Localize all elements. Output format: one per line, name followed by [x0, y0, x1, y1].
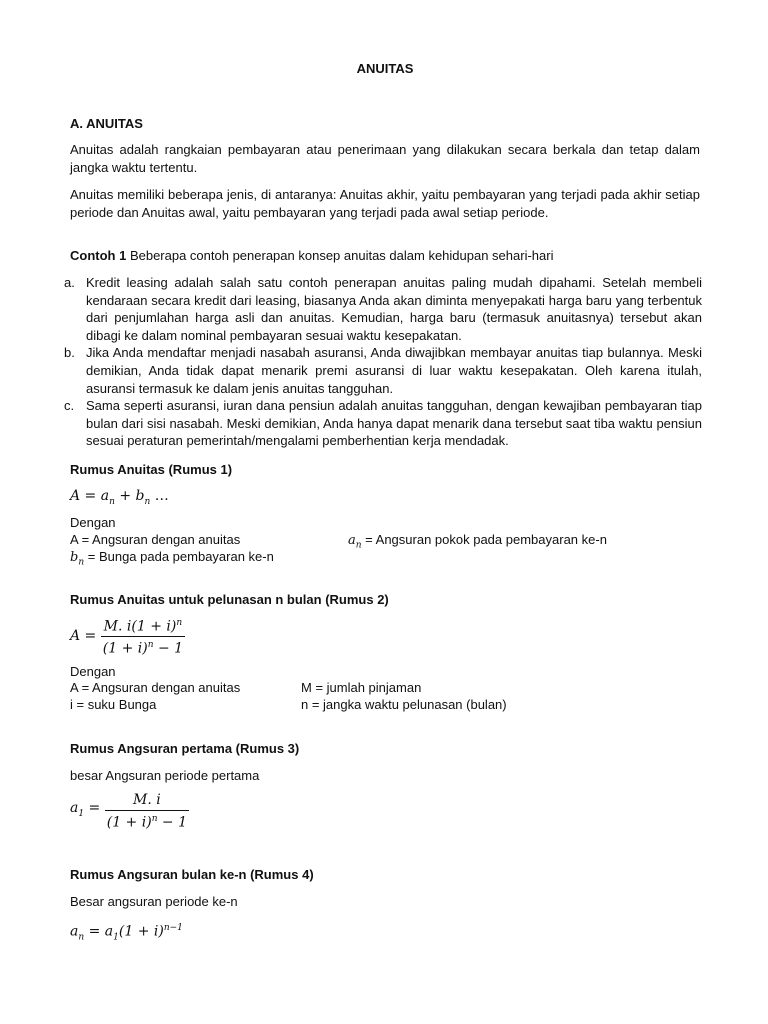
- rumus2-heading: Rumus Anuitas untuk pelunasan n bulan (Rumus 2): [70, 592, 389, 607]
- example-list: [64, 274, 702, 450]
- list-item-text: Kredit leasing adalah salah satu contoh penerapan anuitas paling mudah dipahami. Setelah membeli kendaraan secara kredit dari leasing, biasanya Anda akan diminta menyepakati harga baru yang terbentuk dari penjumlahan harga asli dan anuitas. Kemudian, harga baru (termasuk anuitasnya) tersebut akan dibagi ke dalam nominal pembayaran sesuai waktu kesepakatan.: [86, 275, 702, 343]
- document-title: ANUITAS: [356, 61, 414, 76]
- list-item: [64, 397, 702, 450]
- example-label: Contoh 1: [70, 248, 127, 263]
- rumus2-def-n: n = jangka waktu pelunasan (bulan): [301, 697, 507, 712]
- rumus4-formula: $a_n = a_1(1 + i)^{n-1}$: [70, 923, 183, 943]
- rumus1-def-an: $a_n$ = Angsuran pokok pada pembayaran ke-n: [348, 532, 607, 551]
- rumus2-formula: A = $\frac{M. i(1 + i)^n}{(1 + i)^n - 1}$: [70, 618, 184, 657]
- list-marker: b.: [64, 345, 75, 361]
- rumus1-def-A: A = Angsuran dengan anuitas: [70, 532, 241, 547]
- rumus2-def-M: M = jumlah pinjaman: [301, 680, 422, 695]
- rumus2-def-A: A = Angsuran dengan anuitas: [70, 680, 241, 695]
- list-marker: a.: [64, 275, 75, 290]
- list-item: [64, 344, 702, 397]
- list-item: [64, 274, 702, 344]
- rumus3-formula: $a_1$ = $\frac{M. i}{(1 + i)^n - 1}$: [70, 792, 188, 831]
- rumus1-formula: $A = a_n + b_n$ …: [70, 488, 169, 507]
- list-item-text: Sama seperti asuransi, iuran dana pensiun adalah anuitas tangguhan, dengan kewajiban pembayaran tiap bulan dari sisi nasabah. Meski demikian, Anda hanya dapat menarik dana tersebut saat tiba waktu pensiun sesuai peraturan pemerintah/mengalami pemberhentian kerja mendadak.: [86, 398, 702, 449]
- rumus1-formula-tail: …: [150, 488, 169, 504]
- intro-paragraph-2: Anuitas memiliki beberapa jenis, di antaranya: Anuitas akhir, yaitu pembayaran yang terjadi pada akhir setiap periode dan Anuitas awal, yaitu pembayaran yang terjadi pada awal setiap periode.: [70, 187, 700, 220]
- example-text: Beberapa contoh penerapan konsep anuitas dalam kehidupan sehari-hari: [126, 248, 554, 263]
- rumus1-dengan: Dengan: [70, 515, 116, 530]
- rumus2-dengan: Dengan: [70, 664, 116, 679]
- rumus1-def-bn: $b_n$ = Bunga pada pembayaran ke-n: [70, 549, 274, 568]
- list-marker: c.: [64, 398, 75, 414]
- rumus4-heading: Rumus Angsuran bulan ke-n (Rumus 4): [70, 867, 314, 882]
- rumus2-def-i: i = suku Bunga: [70, 697, 157, 712]
- rumus1-heading: Rumus Anuitas (Rumus 1): [70, 462, 233, 477]
- intro-paragraph-1: Anuitas adalah rangkaian pembayaran atau penerimaan yang dilakukan secara berkala dan tetap dalam jangka waktu tertentu.: [70, 142, 700, 175]
- rumus3-heading: Rumus Angsuran pertama (Rumus 3): [70, 741, 300, 756]
- rumus3-desc: besar Angsuran periode pertama: [70, 768, 260, 783]
- list-item-text: Jika Anda mendaftar menjadi nasabah asuransi, Anda diwajibkan membayar anuitas tiap bulannya. Meski demikian, Anda tidak dapat menarik premi asuransi di luar waktu kesepakatan. Oleh karena itulah, asuransi termasuk ke dalam jenis anuitas tangguhan.: [86, 345, 702, 396]
- example-intro: [70, 247, 700, 265]
- section-heading: A. ANUITAS: [70, 116, 143, 131]
- rumus4-desc: Besar angsuran periode ke-n: [70, 894, 238, 909]
